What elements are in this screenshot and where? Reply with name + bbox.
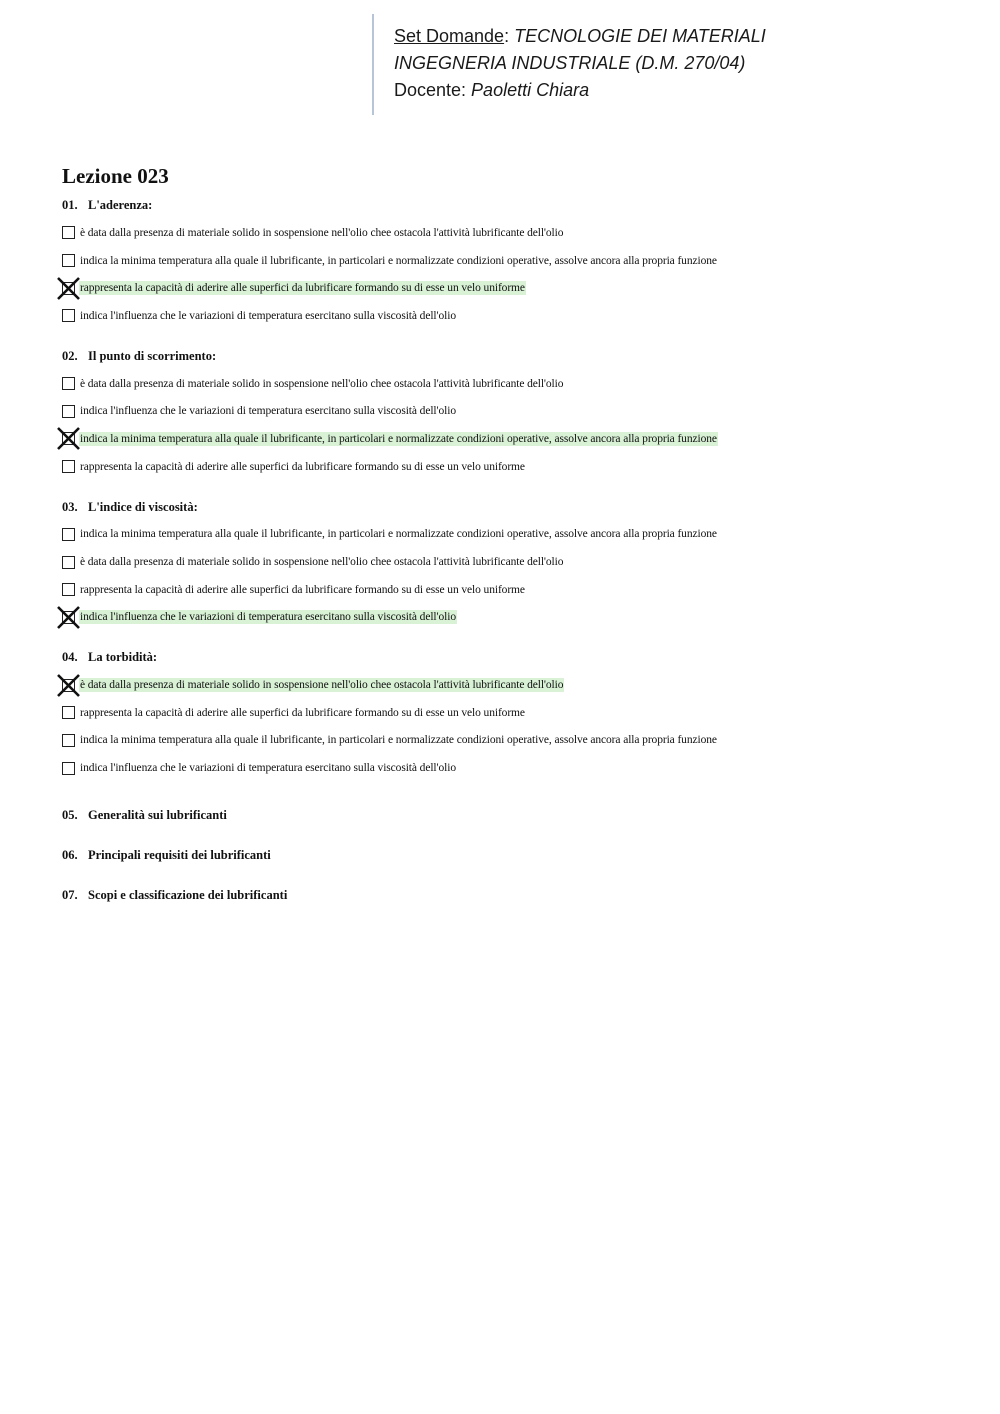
question-block [62,192,962,330]
set-line [394,23,852,50]
answer-text: è data dalla presenza di materiale solido in sospensione nell'olio chee ostacola l'attività lubrificante dell'olio [80,556,564,569]
checkbox-checked[interactable] [62,679,75,692]
document-header [372,14,852,115]
answer-text: rappresenta la capacità di aderire alle superfici da lubrificare formando su di esse un velo uniforme [80,460,525,473]
answer-option-correct[interactable] [62,671,962,699]
answer-option-correct[interactable] [62,274,962,302]
question-heading [62,192,962,219]
answer-text: è data dalla presenza di materiale solido in sospensione nell'olio chee ostacola l'attività lubrificante dell'olio [80,679,564,692]
answer-option-correct[interactable] [62,604,962,632]
answer-option-correct[interactable] [62,425,962,453]
answer-text: rappresenta la capacità di aderire alle superfici da lubrificare formando su di esse un velo uniforme [80,282,525,295]
question-number: 05. [62,808,78,822]
answer-option[interactable] [62,521,962,549]
question-number: 01. [62,198,78,212]
checkbox-checked[interactable] [62,282,75,295]
answer-option[interactable] [62,453,962,481]
cross-mark-icon [56,276,81,301]
answer-text: indica l'influenza che le variazioni di temperatura esercitano sulla viscosità dell'olio [80,611,456,624]
open-question-list [62,795,962,915]
cross-mark-icon [56,426,81,451]
open-question [62,835,962,875]
answer-text: indica l'influenza che le variazioni di temperatura esercitano sulla viscosità dell'olio [80,762,456,775]
checkbox[interactable] [62,556,75,569]
answer-option[interactable] [62,302,962,330]
answer-text: rappresenta la capacità di aderire alle superfici da lubrificare formando su di esse un velo uniforme [80,583,525,596]
checkbox[interactable] [62,309,75,322]
question-number: 07. [62,888,78,902]
lesson-title: Lezione 023 [62,164,169,188]
answer-text: indica l'influenza che le variazioni di temperatura esercitano sulla viscosità dell'olio [80,309,456,322]
course-line: INGEGNERIA INDUSTRIALE (D.M. 270/04) [394,53,746,73]
open-question [62,875,962,915]
checkbox[interactable] [62,254,75,267]
docente-line [394,77,852,104]
question-block [62,494,962,632]
answer-option[interactable] [62,247,962,275]
quiz-content [62,160,962,915]
answer-text: indica la minima temperatura alla quale il lubrificante, in particolari e normalizzate condizioni operative, assolve ancora alla propria funzione [80,528,717,541]
answer-option[interactable] [62,576,962,604]
answer-option[interactable] [62,727,962,755]
set-label: Set Domande [394,26,505,46]
answer-option[interactable] [62,754,962,782]
question-heading [62,494,962,521]
question-number: 06. [62,848,78,862]
answer-text: indica la minima temperatura alla quale il lubrificante, in particolari e normalizzate condizioni operative, assolve ancora alla propria funzione [80,734,717,747]
question-block [62,343,962,481]
question-list [62,192,962,782]
checkbox-checked[interactable] [62,611,75,624]
docente-value: Paoletti Chiara [471,80,590,100]
question-title: Scopi e classificazione dei lubrificanti [88,888,288,902]
question-heading [62,644,962,671]
open-question [62,795,962,835]
answer-option[interactable] [62,219,962,247]
answer-option[interactable] [62,699,962,727]
answer-text: rappresenta la capacità di aderire alle superfici da lubrificare formando su di esse un velo uniforme [80,706,525,719]
answer-text: è data dalla presenza di materiale solido in sospensione nell'olio chee ostacola l'attività lubrificante dell'olio [80,226,564,239]
cross-mark-icon [56,673,81,698]
question-heading [62,343,962,370]
answer-option[interactable] [62,370,962,398]
question-title: Il punto di scorrimento: [88,348,217,363]
checkbox[interactable] [62,460,75,473]
set-value: TECNOLOGIE DEI MATERIALI [514,26,766,46]
answer-text: è data dalla presenza di materiale solido in sospensione nell'olio chee ostacola l'attività lubrificante dell'olio [80,377,564,390]
cross-mark-icon [56,605,81,630]
checkbox[interactable] [62,226,75,239]
question-title: L'indice di viscosità: [88,499,198,514]
checkbox[interactable] [62,706,75,719]
question-title: Generalità sui lubrificanti [88,808,227,822]
answer-option[interactable] [62,397,962,425]
question-block [62,644,962,782]
set-separator: : [504,26,515,46]
question-number: 04. [62,650,78,665]
answer-option[interactable] [62,548,962,576]
answer-text: indica la minima temperatura alla quale il lubrificante, in particolari e normalizzate condizioni operative, assolve ancora alla propria funzione [80,432,717,445]
checkbox[interactable] [62,405,75,418]
answer-text: indica l'influenza che le variazioni di temperatura esercitano sulla viscosità dell'olio [80,405,456,418]
docente-label: Docente: [394,80,472,100]
question-number: 03. [62,499,78,514]
question-number: 02. [62,348,78,363]
question-title: L'aderenza: [88,198,153,212]
checkbox[interactable] [62,734,75,747]
answer-text: indica la minima temperatura alla quale il lubrificante, in particolari e normalizzate condizioni operative, assolve ancora alla propria funzione [80,254,717,267]
checkbox[interactable] [62,583,75,596]
checkbox-checked[interactable] [62,432,75,445]
checkbox[interactable] [62,528,75,541]
question-title: La torbidità: [88,650,158,665]
checkbox[interactable] [62,762,75,775]
question-title: Principali requisiti dei lubrificanti [88,848,271,862]
checkbox[interactable] [62,377,75,390]
